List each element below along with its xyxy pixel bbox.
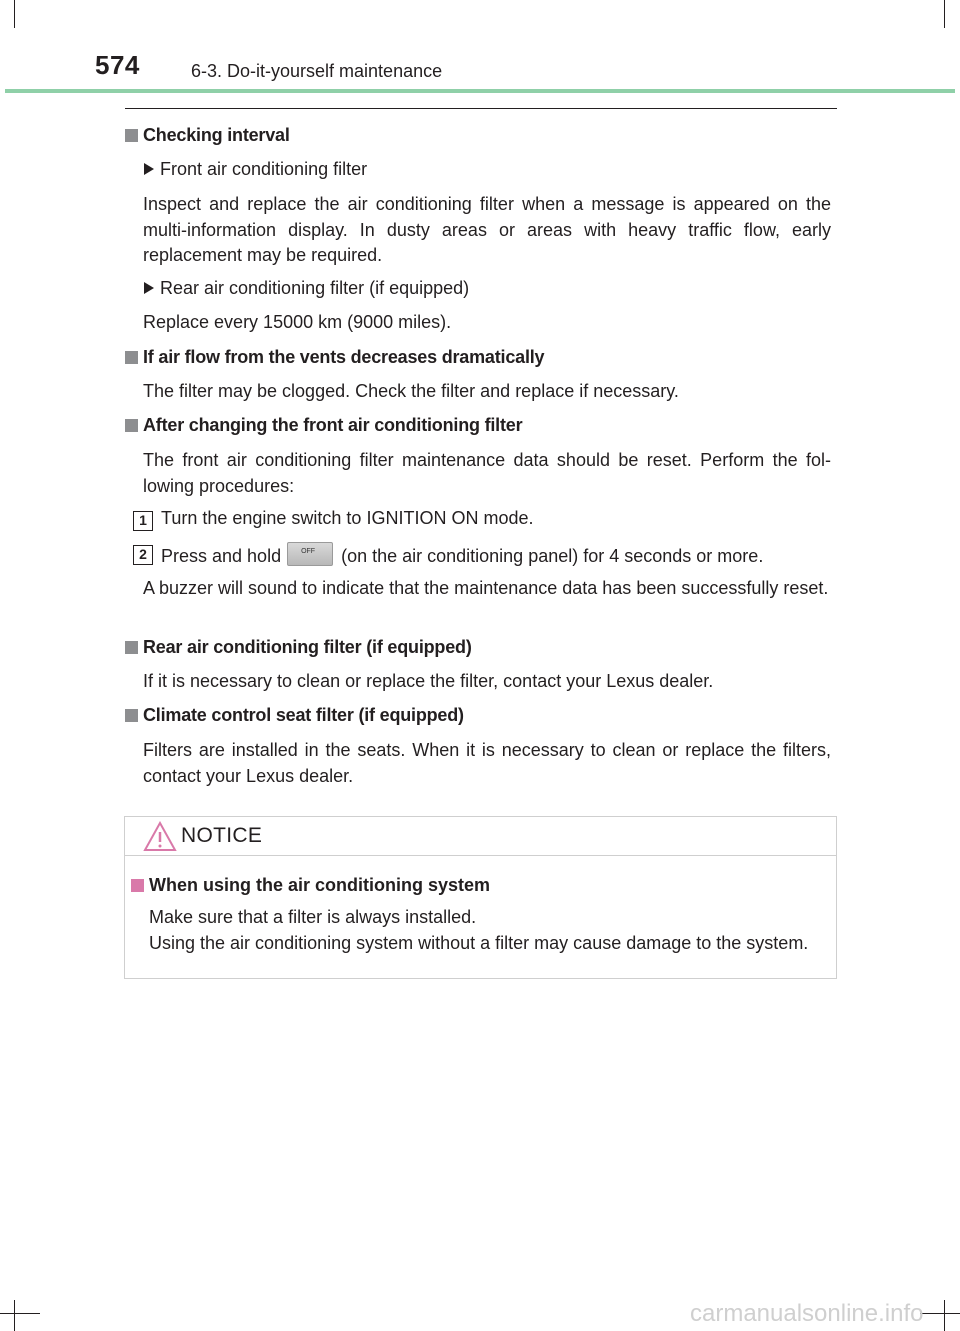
crop-mark — [944, 0, 945, 28]
heading-airflow: If air flow from the vents decreases dramatically — [125, 347, 544, 368]
crop-mark — [920, 1313, 960, 1314]
heading-square-icon — [125, 129, 138, 142]
notice-line-2: Using the air conditioning system without a filter may cause damage to the system. — [149, 933, 809, 953]
paragraph-rear-filter-dealer: If it is necessary to clean or replace the filter, contact your Lexus dealer. — [143, 671, 714, 691]
section-title: 6-3. Do-it-yourself maintenance — [191, 61, 443, 81]
ac-off-button-icon: OFF — [287, 542, 333, 566]
triangle-bullet-icon — [144, 282, 154, 294]
heading-rear-filter: Rear air conditioning filter (if equipped) — [125, 637, 472, 658]
header-rule — [5, 89, 955, 93]
heading-checking-interval: Checking interval — [125, 125, 290, 146]
step-text-1: Turn the engine switch to IGNITION ON mode. — [161, 508, 534, 528]
paragraph-buzzer: A buzzer will sound to indicate that the maintenance data has been successfully reset. — [143, 578, 829, 598]
crop-mark — [0, 1313, 40, 1314]
heading-square-icon — [125, 419, 138, 432]
step-number-1: 1 — [133, 511, 153, 531]
heading-after-changing: After changing the front air conditioning filter — [125, 415, 522, 436]
bullet-rear-filter: Rear air conditioning filter (if equipped) — [144, 278, 469, 299]
paragraph-after-changing: The front air conditioning filter maintenance data should be reset. Perform the fol-lowing procedures: — [143, 450, 831, 496]
heading-seat-filter: Climate control seat filter (if equipped) — [125, 705, 464, 726]
notice-line-1: Make sure that a filter is always installed. — [149, 907, 477, 927]
page-number: 574 — [95, 50, 140, 80]
bullet-front-filter: Front air conditioning filter — [144, 159, 367, 180]
notice-square-icon — [131, 879, 144, 892]
notice-box — [124, 816, 837, 979]
triangle-bullet-icon — [144, 163, 154, 175]
step-text-2: Press and hold OFF (on the air conditioning panel) for 4 seconds or more. — [161, 542, 763, 567]
notice-label: NOTICE — [181, 824, 263, 847]
notice-divider — [125, 855, 836, 856]
step-number-2: 2 — [133, 545, 153, 565]
warning-triangle-icon — [143, 821, 177, 852]
heading-square-icon — [125, 351, 138, 364]
crop-mark — [14, 1300, 15, 1331]
section-rule — [125, 108, 837, 109]
heading-square-icon — [125, 709, 138, 722]
watermark: carmanualsonline.info — [690, 1300, 924, 1327]
heading-square-icon — [125, 641, 138, 654]
paragraph-rear-filter: Replace every 15000 km (9000 miles). — [143, 312, 452, 332]
paragraph-seat-filter: Filters are installed in the seats. When it is necessary to clean or replace the filters, contact your Lexus dealer. — [143, 740, 831, 786]
paragraph-airflow: The filter may be clogged. Check the filter and replace if necessary. — [143, 381, 679, 401]
crop-mark — [944, 1300, 945, 1331]
crop-mark — [14, 0, 15, 28]
notice-heading: When using the air conditioning system — [131, 875, 490, 896]
paragraph-front-filter: Inspect and replace the air conditioning filter when a message is appeared on the multi-information display. In dusty areas or areas with heavy traffic flow, early replacement may be required. — [143, 194, 831, 265]
